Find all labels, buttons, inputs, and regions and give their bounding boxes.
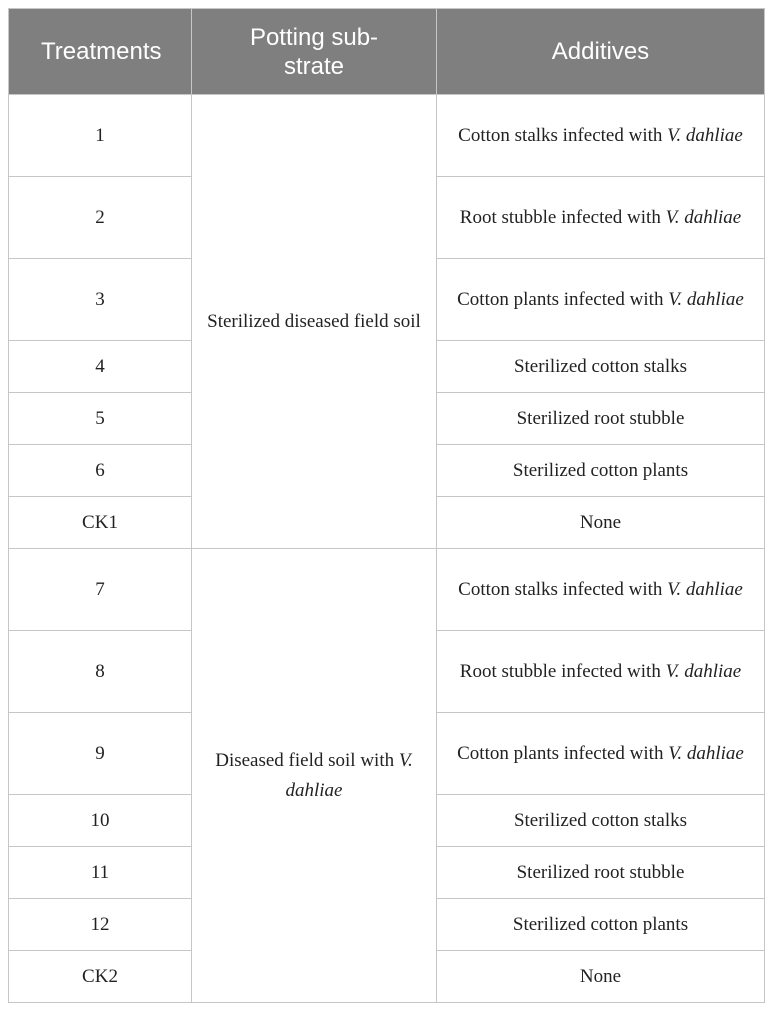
treatment-cell: CK2 [9,951,192,1003]
treatment-cell: 4 [9,341,192,393]
additive-text: Cotton plants infected with [457,288,664,310]
additive-species: V. dahliae [668,742,744,764]
additive-cell [437,713,765,795]
treatment-cell: 3 [9,259,192,341]
additive-cell [437,393,765,445]
header-potting-substrate: Potting sub-strate [192,9,437,95]
treatment-cell: 12 [9,899,192,951]
substrate-species: V. dahliae [285,749,413,801]
additive-cell [437,259,765,341]
header-additives: Additives [437,9,765,95]
additive-text: Cotton stalks infected with [458,578,663,600]
additive-text: Cotton plants infected with [457,742,664,764]
treatment-cell: 6 [9,445,192,497]
additive-cell [437,847,765,899]
treatment-cell: 7 [9,549,192,631]
additive-text: Root stubble infected with [459,660,661,682]
header-row [9,9,765,95]
table-body [9,95,765,1003]
additive-text: Sterilized cotton stalks [513,355,688,377]
treatment-cell: 2 [9,177,192,259]
additive-text: Sterilized cotton plants [512,459,689,481]
additive-cell [437,631,765,713]
additive-species: V. dahliae [665,660,742,682]
additive-species: V. dahliae [665,206,742,228]
treatment-cell: 11 [9,847,192,899]
additive-text: Sterilized cotton plants [512,913,689,935]
additive-species: V. dahliae [668,288,744,310]
substrate-text: Diseased field soil with [215,749,395,771]
substrate-text: Sterilized diseased field soil [207,310,421,332]
additive-cell [437,95,765,177]
additive-cell [437,795,765,847]
additive-cell [437,445,765,497]
additive-text: None [579,965,622,987]
additive-text: Sterilized root stubble [516,407,685,429]
substrate-cell [192,95,437,549]
table-row [9,95,765,177]
treatment-cell: 8 [9,631,192,713]
additive-cell [437,951,765,1003]
additive-cell [437,549,765,631]
treatment-cell: 1 [9,95,192,177]
treatment-cell: CK1 [9,497,192,549]
additive-cell [437,177,765,259]
treatment-cell: 10 [9,795,192,847]
treatment-cell: 9 [9,713,192,795]
additive-text: Root stubble infected with [459,206,661,228]
additive-text: Cotton stalks infected with [458,124,663,146]
additive-species: V. dahliae [667,578,743,600]
additive-species: V. dahliae [667,124,743,146]
additive-text: None [579,511,622,533]
additive-cell [437,341,765,393]
additive-text: Sterilized root stubble [516,861,685,883]
treatment-cell: 5 [9,393,192,445]
header-treatments: Treatments [9,9,192,95]
treatments-table [8,8,765,1003]
additive-cell [437,899,765,951]
additive-cell [437,497,765,549]
substrate-cell [192,549,437,1003]
additive-text: Sterilized cotton stalks [513,809,688,831]
table-row [9,549,765,631]
